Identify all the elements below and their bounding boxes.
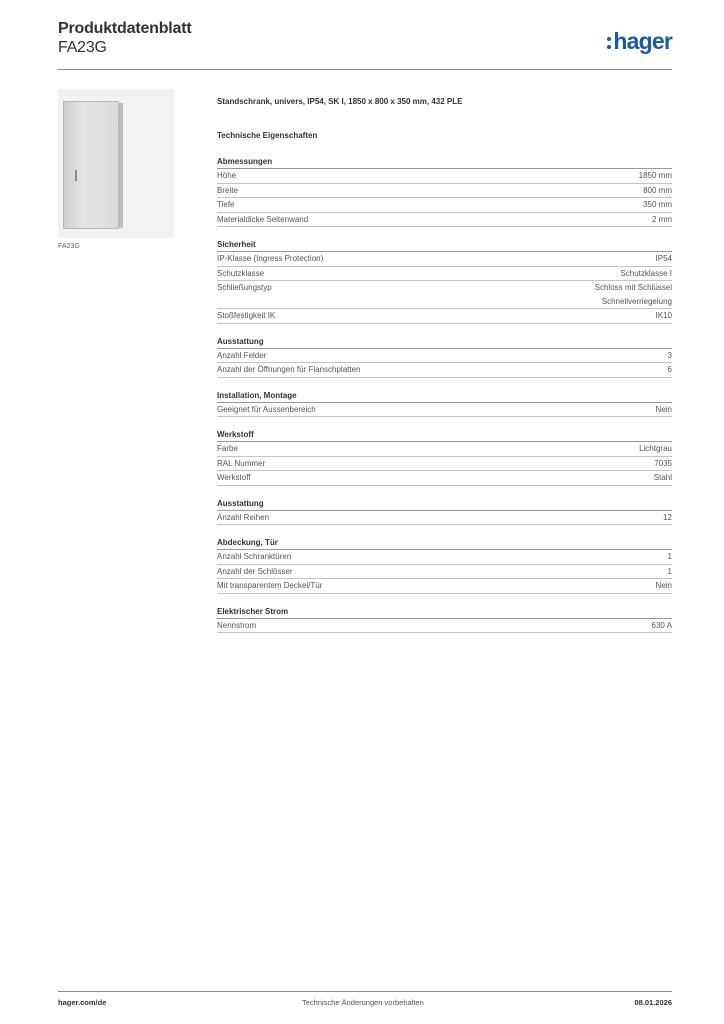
- spec-row: [217, 550, 672, 565]
- spec-row: [217, 309, 672, 324]
- spec-label: Anzahl Reihen: [217, 512, 270, 522]
- page-header: [58, 20, 672, 70]
- section-title: Elektrischer Strom: [217, 606, 672, 619]
- spec-value: Nein: [655, 581, 672, 590]
- spec-value: 3: [667, 350, 672, 360]
- spec-value: Lichtgrau: [639, 444, 672, 453]
- product-image: [58, 89, 174, 238]
- spec-value: 1: [667, 566, 672, 576]
- spec-row: [217, 565, 672, 580]
- product-code: FA23G: [58, 39, 107, 56]
- spec-label: Schließungstyp: [217, 283, 272, 292]
- footer-website: hager.com/de: [58, 998, 107, 1007]
- spec-value: Schutzklasse I: [620, 268, 672, 278]
- spec-sections: [217, 156, 672, 633]
- spec-row: [217, 471, 672, 486]
- spec-row: [217, 252, 672, 267]
- spec-value: 6: [667, 365, 672, 374]
- spec-row: [217, 169, 672, 184]
- product-description: Standschrank, univers, IP54, SK I, 1850 x 800 x 350 mm, 432 PLE: [217, 97, 463, 106]
- cabinet-handle-icon: [75, 170, 77, 181]
- spec-value: 350 mm: [643, 200, 672, 209]
- section-title: Werkstoff: [217, 429, 672, 442]
- technical-properties-heading: Technische Eigenschaften: [217, 131, 318, 140]
- spec-value: 7035: [654, 458, 672, 468]
- spec-row: [217, 267, 672, 282]
- spec-row: [217, 198, 672, 213]
- spec-label: Mit transparentem Deckel/Tür: [217, 581, 323, 590]
- spec-label: Anzahl Schranktüren: [217, 552, 292, 561]
- spec-row: [217, 281, 672, 309]
- logo-text: hager: [613, 28, 672, 54]
- spec-row: [217, 349, 672, 364]
- spec-row: [217, 184, 672, 199]
- hager-logo: [607, 28, 672, 55]
- spec-label: Materialdicke Seitenwand: [217, 214, 309, 224]
- spec-section: [217, 390, 672, 418]
- header-divider: [58, 69, 672, 70]
- logo-dots-icon: [607, 37, 612, 50]
- spec-value: IK10: [655, 311, 672, 320]
- spec-label: Anzahl der Schlösser: [217, 566, 293, 576]
- image-caption: FA23G: [58, 243, 80, 250]
- spec-row: [217, 619, 672, 634]
- spec-section: [217, 606, 672, 634]
- spec-label: Werkstoff: [217, 473, 251, 482]
- spec-label: Schutzklasse: [217, 268, 265, 278]
- spec-label: RAL Nummer: [217, 458, 266, 468]
- spec-content: [217, 96, 672, 633]
- spec-label: Geeignet für Aussenbereich: [217, 404, 316, 414]
- spec-value: IP54: [655, 254, 672, 263]
- spec-section: [217, 239, 672, 324]
- spec-label: Stoßfestigkeit IK: [217, 311, 276, 320]
- spec-value: 1: [667, 552, 672, 561]
- spec-label: IP-Klasse (Ingress Protection): [217, 254, 324, 263]
- spec-label: Anzahl Felder: [217, 350, 267, 360]
- spec-label: Breite: [217, 185, 238, 195]
- section-title: Ausstattung: [217, 336, 672, 349]
- spec-row: [217, 457, 672, 472]
- spec-row: [217, 579, 672, 594]
- spec-value: 12: [663, 512, 672, 522]
- spec-section: [217, 429, 672, 486]
- spec-section: [217, 156, 672, 227]
- spec-value: Nein: [655, 404, 672, 414]
- footer-divider: [58, 991, 672, 992]
- spec-value: Schloss mit Schlüssel Schnellverriegelung: [594, 283, 672, 306]
- spec-value: Stahl: [653, 473, 672, 482]
- document-title: Produktdatenblatt: [58, 20, 192, 37]
- spec-label: Höhe: [217, 171, 237, 180]
- spec-label: Farbe: [217, 444, 238, 453]
- spec-row: [217, 442, 672, 457]
- spec-section: [217, 498, 672, 526]
- section-title: Ausstattung: [217, 498, 672, 511]
- section-title: Installation, Montage: [217, 390, 672, 403]
- spec-row: [217, 403, 672, 418]
- section-title: Abmessungen: [217, 156, 672, 169]
- spec-row: [217, 511, 672, 526]
- spec-label: Anzahl der Öffnungen für Flanschplatten: [217, 365, 361, 374]
- cabinet-illustration: [63, 101, 119, 229]
- spec-value: 2 mm: [652, 214, 672, 224]
- spec-section: [217, 537, 672, 594]
- spec-value: 800 mm: [643, 185, 672, 195]
- spec-section: [217, 336, 672, 378]
- spec-row: [217, 363, 672, 378]
- spec-label: Tiefe: [217, 200, 235, 209]
- spec-value: 1850 mm: [638, 171, 672, 180]
- footer-date: 08.01.2026: [634, 998, 672, 1007]
- section-title: Abdeckung, Tür: [217, 537, 672, 550]
- spec-label: Nennstrom: [217, 620, 257, 630]
- cabinet-side-panel: [119, 103, 123, 228]
- section-title: Sicherheit: [217, 239, 672, 252]
- spec-row: [217, 213, 672, 228]
- footer-notice: Technische Änderungen vorbehalten: [302, 998, 424, 1007]
- spec-value: 630 A: [651, 620, 672, 630]
